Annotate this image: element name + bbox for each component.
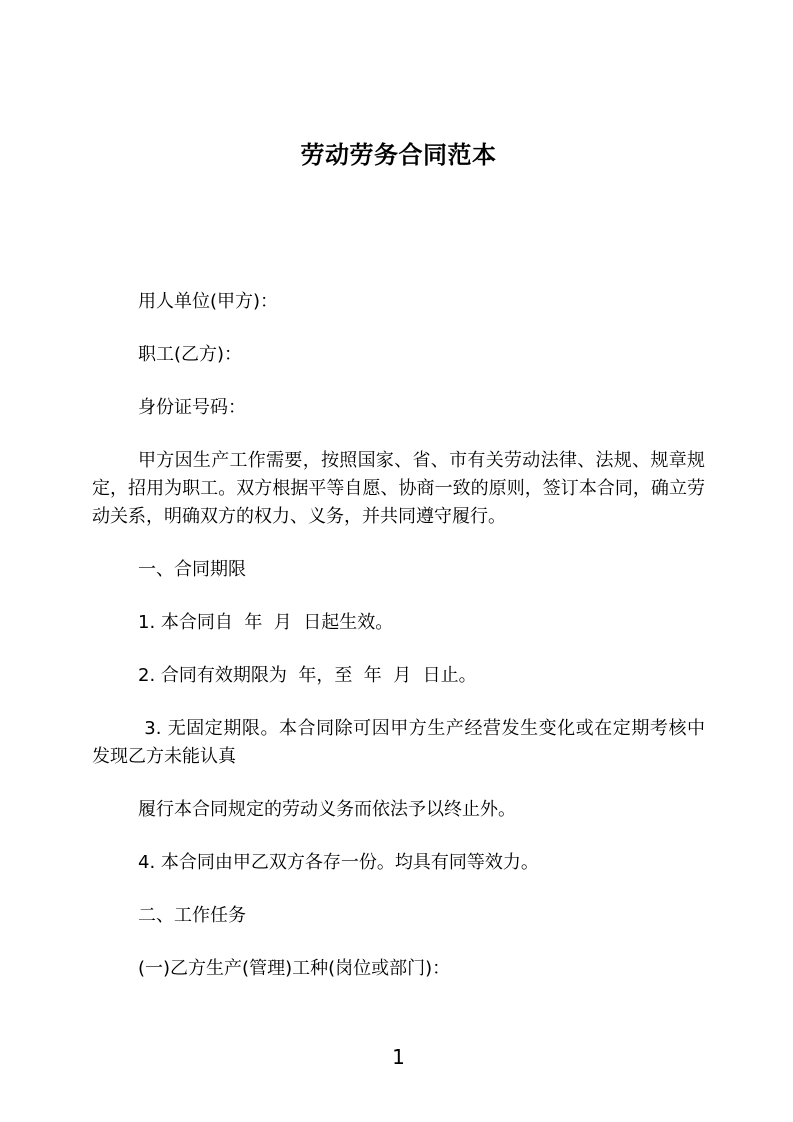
clause-1-2: 2. 合同有效期限为 年，至 年 月 日止。	[138, 665, 477, 686]
document-title: 劳动劳务合同范本	[300, 141, 497, 169]
clause-1-3-continuation: 履行本合同规定的劳动义务而依法予以终止外。	[138, 799, 516, 820]
document-body	[92, 137, 705, 1008]
clause-1-3: 3. 无固定期限。本合同除可因甲方生产经营发生变化或在定期考核中发现乙方未能认真	[92, 718, 705, 767]
clause-1-4: 4. 本合同由甲乙双方各存一份。均具有同等效力。	[138, 852, 539, 873]
section-1-heading: 一、合同期限	[138, 559, 246, 580]
clause-2-1: (一)乙方生产(管理)工种(岗位或部门)：	[138, 958, 451, 979]
page-number: 1	[392, 1045, 405, 1069]
clause-1-1: 1. 本合同自 年 月 日起生效。	[138, 612, 394, 633]
field-id-number: 身份证号码：	[138, 397, 246, 418]
intro-paragraph: 甲方因生产工作需要，按照国家、省、市有关劳动法律、法规、规章规定，招用为职工。双方根据平等自愿、协商一致的原则，签订本合同，确立劳动关系，明确双方的权力、义务，并共同遵守履行。	[92, 450, 705, 527]
field-party-b: 职工(乙方)：	[138, 344, 243, 365]
section-2-heading: 二、工作任务	[138, 905, 246, 926]
field-party-a: 用人单位(甲方)：	[138, 291, 279, 312]
